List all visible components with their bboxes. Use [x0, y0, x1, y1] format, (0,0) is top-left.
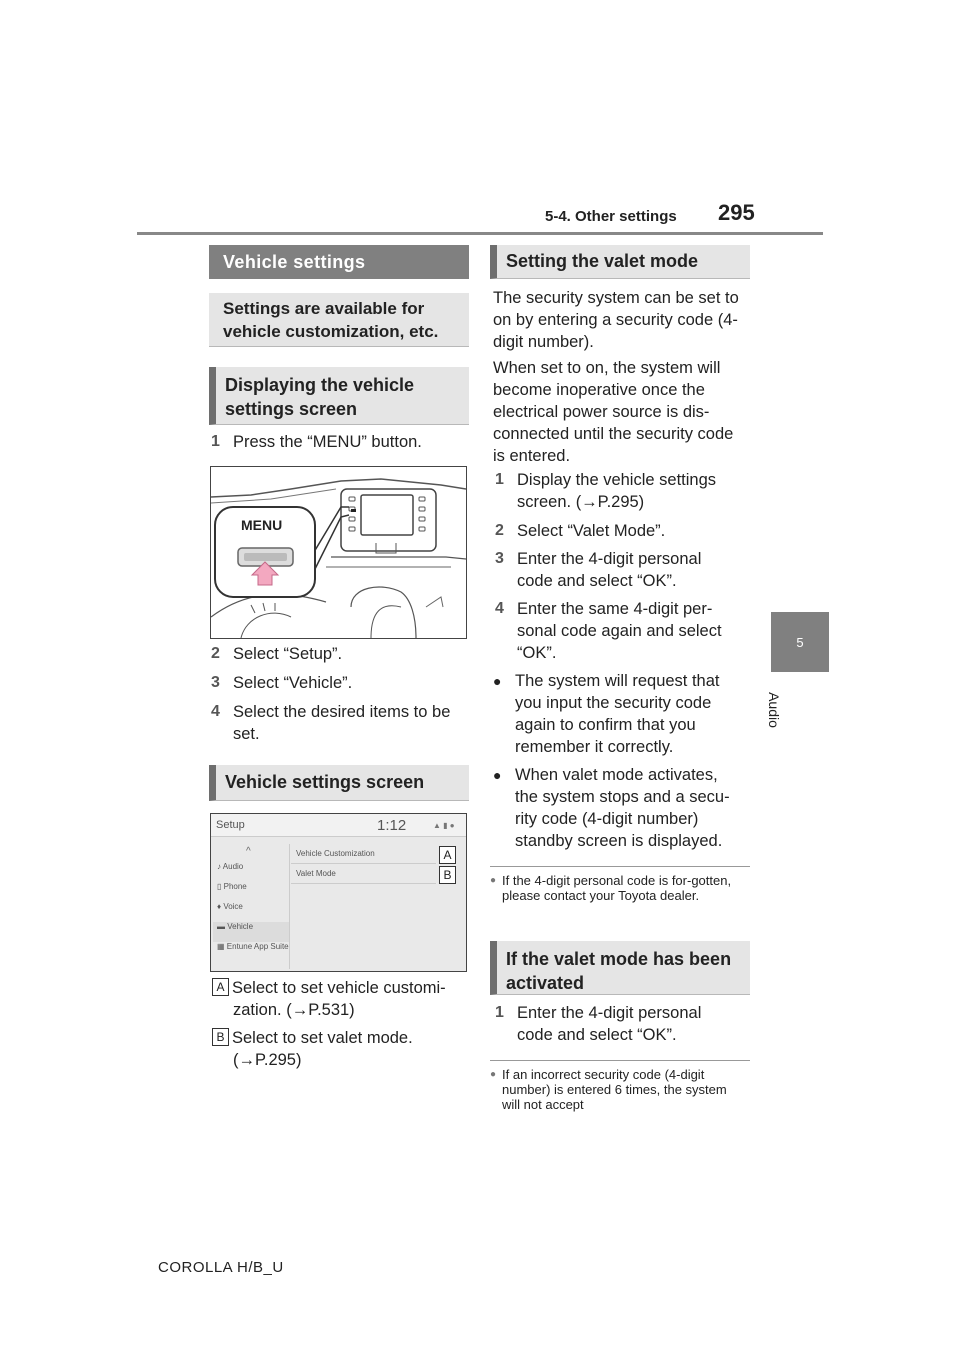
bullet-1: ● The system will request that you input the security code again to confirm that you remember it correctly. — [493, 672, 720, 756]
valet-intro-1: The security system can be set to on by entering a security code (4-digit number). — [493, 289, 739, 351]
note-divider-2 — [490, 1060, 750, 1061]
left-step-2: 2 Select “Setup”. — [211, 645, 343, 663]
setup-side-menu — [213, 862, 289, 962]
chapter-label: Audio — [765, 692, 782, 728]
header-rule — [137, 232, 823, 235]
side-item-entune: ▦ Entune App Suite — [217, 942, 289, 951]
note-a: A Select to set vehicle customi- zation. (→P.531) — [212, 977, 472, 1021]
main-item-valet-mode: Valet Mode — [291, 864, 436, 884]
main-item-vehicle-customization: Vehicle Customization — [291, 844, 436, 864]
bullet-2: ● When valet mode activates, the system stops and a secu-rity code (4-digit number) standby screen is displayed. — [493, 766, 730, 850]
note-divider-1 — [490, 866, 750, 867]
section-header: 5-4. Other settings — [545, 208, 677, 225]
note-b-letter: B — [212, 1028, 229, 1046]
note-a-letter: A — [212, 978, 229, 996]
dashboard-illustration — [211, 467, 466, 638]
activated-step-1: 1 Enter the 4-digit personal code and select “OK”. — [495, 1004, 702, 1044]
chevron-up-icon: ^ — [246, 846, 251, 857]
chapter-tab — [771, 612, 829, 672]
footnote-1: ● If the 4-digit personal code is for-gotten, please contact your Toyota dealer. — [490, 873, 732, 903]
left-step-1: 1 Press the “MENU” button. — [211, 433, 422, 451]
setup-screen-figure — [210, 813, 467, 972]
side-item-voice: ♦ Voice — [217, 902, 243, 911]
status-icons: ▲ ▮ ● — [433, 821, 455, 830]
note-b: B Select to set valet mode. (→P.295) — [212, 1027, 472, 1071]
dashboard-figure — [210, 466, 467, 639]
setup-screen-title: Setup — [216, 819, 245, 831]
subheading-vehicle-settings-screen: Vehicle settings screen — [209, 765, 469, 801]
footnote-2: ● If an incorrect security code (4-digit number) is entered 6 times, the system will not accept — [490, 1067, 727, 1112]
side-item-vehicle: ▬ Vehicle — [213, 922, 289, 942]
right-step-2: 2 Select “Valet Mode”. — [495, 522, 666, 540]
setup-status-bar — [211, 814, 466, 837]
subheading-valet-activated: If the valet mode has been activated — [490, 941, 750, 995]
side-item-audio: ♪ Audio — [217, 862, 244, 871]
clock: 1:12 — [377, 817, 407, 834]
right-step-1: 1 Display the vehicle settings screen. (→P.295) — [495, 471, 717, 511]
chapter-number: 5 — [796, 634, 804, 650]
menu-button-label: MENU — [241, 517, 283, 533]
footer-model: COROLLA H/B_U — [158, 1259, 284, 1276]
page-number: 295 — [718, 200, 755, 225]
bullet-icon: ● — [493, 673, 502, 689]
right-step-3: 3 Enter the 4-digit personal code and select “OK”. — [495, 550, 702, 590]
bullet-icon: ● — [493, 767, 502, 783]
side-item-phone: ▯ Phone — [217, 882, 247, 891]
left-step-3: 3 Select “Vehicle”. — [211, 674, 353, 692]
bullet-icon: ● — [490, 875, 497, 886]
callout-a: A — [439, 846, 456, 864]
callout-b: B — [439, 866, 456, 884]
menu-divider — [289, 844, 290, 969]
section-title-valet-mode: Setting the valet mode — [490, 245, 750, 279]
left-step-4: 4 Select the desired items to be set. — [211, 703, 451, 743]
subheading-display-screen: Displaying the vehicle settings screen — [209, 367, 469, 425]
right-step-4: 4 Enter the same 4-digit per-sonal code again and select “OK”. — [495, 600, 722, 662]
valet-intro-2: When set to on, the system will become inoperative once the electrical power source is dis-connected until the security code is entered. — [493, 359, 734, 465]
bullet-icon: ● — [490, 1069, 497, 1080]
section-summary: Settings are available for vehicle customization, etc. — [209, 293, 469, 347]
section-title-vehicle-settings: Vehicle settings — [209, 245, 469, 279]
